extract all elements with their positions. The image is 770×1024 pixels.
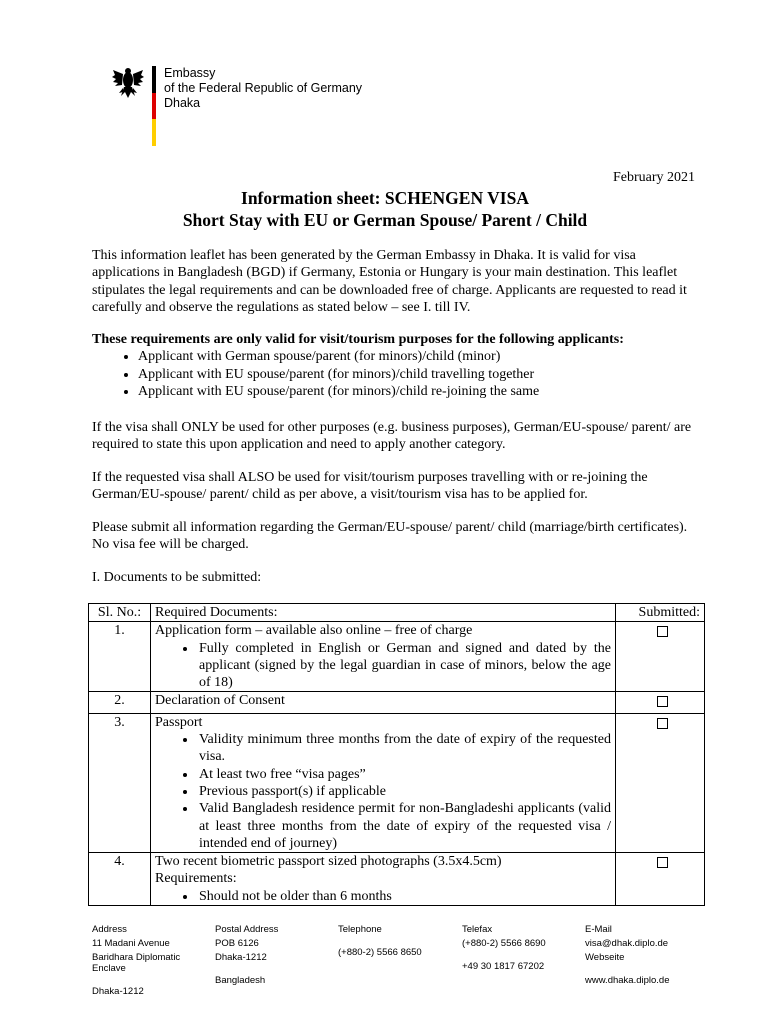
footer-address-line: Dhaka-1212	[92, 986, 144, 997]
table-row	[89, 713, 705, 852]
other-purposes-paragraph: If the visa shall ONLY be used for other purposes (e.g. business purposes), German/EU-spouse/ parent/ are required to state this upon application and need to apply another category.	[92, 420, 692, 453]
document-cell	[151, 622, 616, 692]
document-title: Information sheet: SCHENGEN VISA	[241, 188, 529, 208]
email-link[interactable]: visa@dhak.diplo.de	[585, 938, 669, 949]
footer-telephone-line: (+880-2) 5566 8650	[338, 947, 422, 958]
footer-email-label: E-Mail	[585, 924, 612, 935]
row-number: 2.	[89, 692, 151, 713]
documents-heading: I. Documents to be submitted:	[92, 570, 262, 585]
list-item: • Previous passport(s) if applicable	[197, 783, 611, 800]
list-item: • At least two free “visa pages”	[197, 766, 611, 783]
footer-telefax-line: +49 30 1817 67202	[462, 961, 545, 972]
document-cell	[151, 692, 616, 713]
header-submitted: Submitted:	[616, 604, 705, 622]
list-item: • Fully completed in English or German and signed and dated by the applicant (signed by the legal guardian in case of minors, below the age of 18)	[197, 640, 611, 692]
list-item: • Should not be older than 6 months	[197, 888, 611, 905]
document-date: February 2021	[612, 170, 695, 185]
document-title: Declaration of Consent	[155, 693, 285, 709]
footer-postal-line: POB 6126	[215, 938, 259, 949]
requirements-section	[92, 331, 697, 400]
submitted-checkbox[interactable]	[657, 857, 668, 868]
flag-stripe-red	[152, 93, 156, 120]
row-number: 1.	[89, 622, 151, 692]
german-flag-bar	[152, 66, 156, 146]
footer-postal-label: Postal Address	[215, 924, 279, 935]
footer-website-label: Webseite	[585, 952, 625, 963]
embassy-name	[164, 66, 362, 111]
submit-info-paragraph: Please submit all information regarding the German/EU-spouse/ parent/ child (marriage/birth certificates). No visa fee will be charged.	[92, 520, 688, 553]
table-row	[89, 853, 705, 906]
document-cell	[151, 713, 616, 852]
table-row	[89, 622, 705, 692]
submitted-cell	[616, 622, 705, 692]
list-item: • Validity minimum three months from the date of expiry of the requested visa.	[197, 731, 611, 766]
header-sl-no: Sl. No.:	[89, 604, 151, 622]
document-bullets	[155, 888, 611, 905]
footer-address-line: Baridhara Diplomatic	[92, 952, 181, 963]
also-purposes-paragraph: If the requested visa shall ALSO be used for visit/tourism purposes travelling with or re-joining the German/EU-spouse/ parent/ child as per above, a visit/tourism visa has to be applied for.	[92, 470, 648, 503]
embassy-line-1: Embassy	[164, 66, 216, 80]
submitted-cell	[616, 713, 705, 852]
document-title: Two recent biometric passport sized photographs (3.5x4.5cm)	[155, 854, 502, 870]
table-header-row	[89, 604, 705, 622]
website-link[interactable]: www.dhaka.diplo.de	[585, 975, 670, 986]
table-row	[89, 692, 705, 713]
embassy-line-2: of the Federal Republic of Germany	[164, 81, 363, 95]
federal-eagle-icon	[112, 66, 144, 100]
submitted-checkbox[interactable]	[657, 696, 668, 707]
footer-telephone-label: Telephone	[338, 924, 382, 935]
submitted-checkbox[interactable]	[657, 626, 668, 637]
document-bullets	[155, 731, 611, 852]
footer-address-label: Address	[92, 924, 127, 935]
footer-address-line: 11 Madani Avenue	[92, 938, 170, 949]
document-bullets	[155, 640, 611, 692]
footer-telefax-line: (+880-2) 5566 8690	[462, 938, 546, 949]
submitted-checkbox[interactable]	[657, 718, 668, 729]
embassy-line-3: Dhaka	[164, 96, 201, 110]
submitted-cell	[616, 692, 705, 713]
header-required-documents: Required Documents:	[151, 604, 616, 622]
row-number: 3.	[89, 713, 151, 852]
documents-table	[88, 603, 705, 906]
document-subtitle: Short Stay with EU or German Spouse/ Parent / Child	[182, 210, 588, 230]
flag-stripe-gold	[152, 119, 156, 146]
flag-stripe-black	[152, 66, 156, 93]
list-item: • Applicant with German spouse/parent (for minors)/child (minor)	[138, 348, 697, 365]
document-title: Application form – available also online – free of charge	[155, 623, 473, 639]
list-item: • Applicant with EU spouse/parent (for minors)/child travelling together	[138, 366, 697, 383]
requirements-heading: These requirements are only valid for visit/tourism purposes for the following applicants:	[92, 332, 624, 347]
footer-address-line: Enclave	[92, 963, 126, 974]
list-item: • Valid Bangladesh residence permit for non-Bangladeshi applicants (valid at least three months from the date of expiry of the requested visa / intended end of journey)	[197, 800, 611, 852]
footer-postal-line: Bangladesh	[215, 975, 266, 986]
requirements-list	[92, 348, 697, 400]
list-item: • Applicant with EU spouse/parent (for minors)/child re-joining the same	[138, 383, 697, 400]
document-title: Passport	[155, 714, 203, 730]
footer-telefax-label: Telefax	[462, 924, 493, 935]
document-subtitle: Requirements:	[155, 871, 237, 887]
footer-postal-line: Dhaka-1212	[215, 952, 267, 963]
intro-paragraph: This information leaflet has been generated by the German Embassy in Dhaka. It is valid for visa applications in Bangladesh (BGD) if Germany, Estonia or Hungary is your main destination. This leaflet stipulates the legal requirements and can be downloaded free of charge. Applicants are requested to read it carefully and observe the regulations as stated below – see I. till IV.	[92, 248, 687, 315]
submitted-cell	[616, 853, 705, 906]
document-cell	[151, 853, 616, 906]
row-number: 4.	[89, 853, 151, 906]
